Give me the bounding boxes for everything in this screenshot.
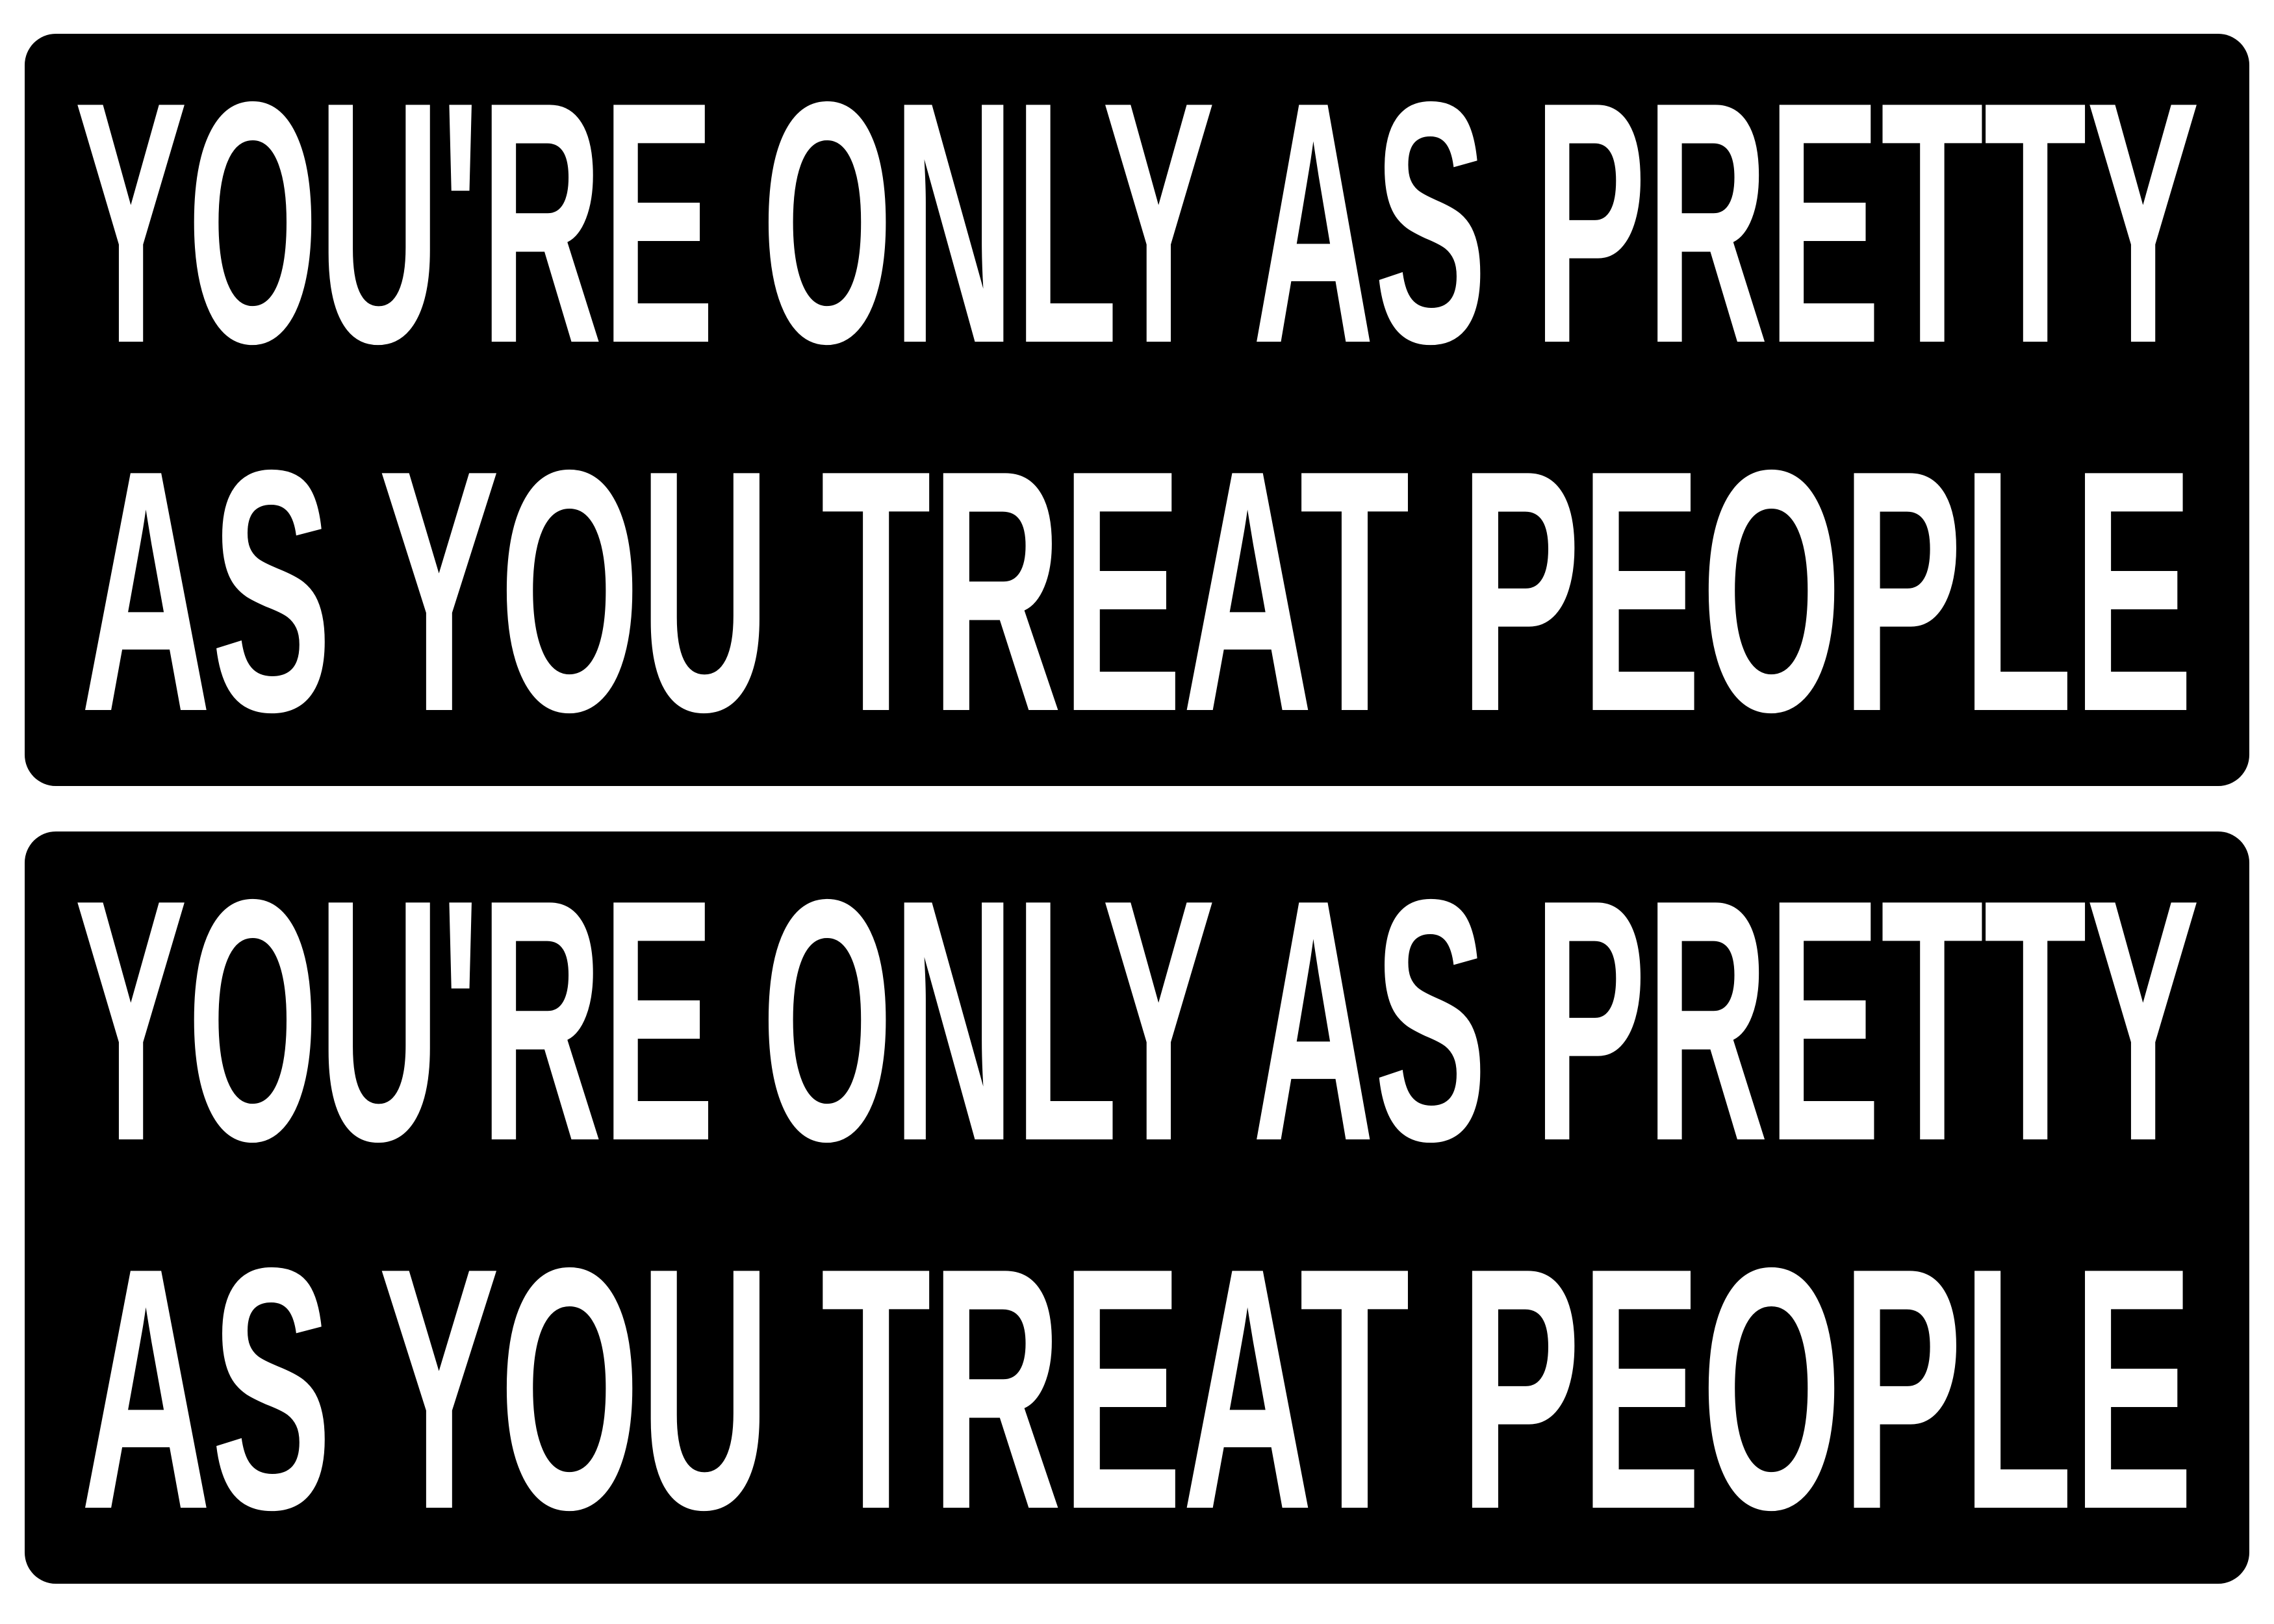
sticker-bottom <box>25 831 2249 1584</box>
sticker-text-line-2: AS YOU TREAT PEOPLE <box>81 399 2193 783</box>
sticker-line-1 <box>51 831 2223 1213</box>
sticker-text-line-2: AS YOU TREAT PEOPLE <box>81 1197 2193 1581</box>
sticker-line-1 <box>51 34 2223 415</box>
sticker-line-2 <box>51 399 2223 783</box>
sticker-text-line-1: YOU'RE ONLY AS PRETTY <box>74 831 2200 1213</box>
sticker-line-2 <box>51 1197 2223 1581</box>
sticker-top <box>25 34 2249 786</box>
sticker-text-line-1: YOU'RE ONLY AS PRETTY <box>74 34 2200 415</box>
